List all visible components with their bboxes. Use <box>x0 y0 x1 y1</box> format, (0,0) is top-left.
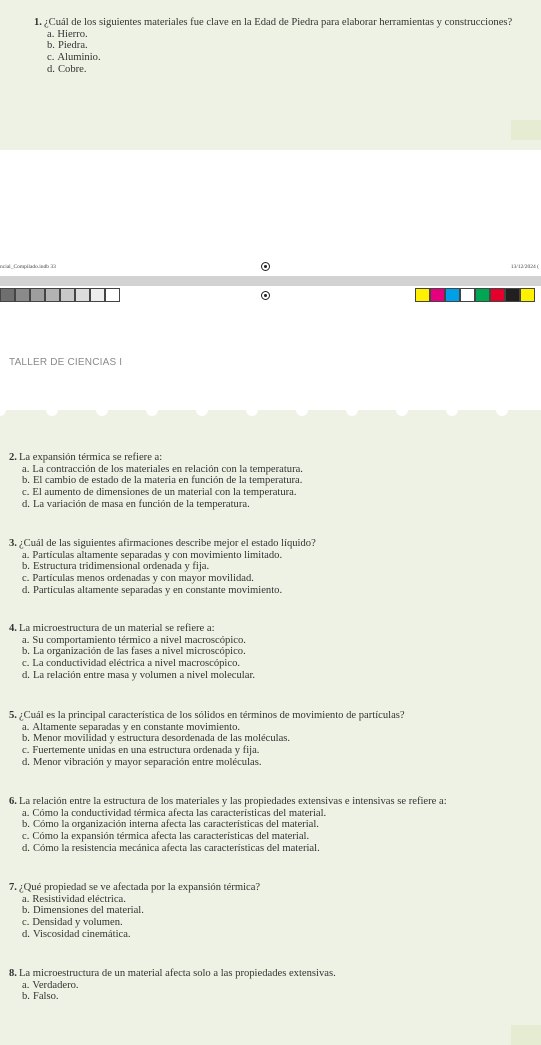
grey-swatch <box>105 288 120 302</box>
grey-swatch <box>90 288 105 302</box>
page-corner-decoration <box>511 1025 541 1045</box>
question-text: ¿Cuál es la principal característica de los sólidos en términos de movimiento de partículas? <box>18 710 405 721</box>
decorative-dot <box>196 404 208 416</box>
option-list <box>22 464 534 511</box>
option-d[interactable] <box>22 670 534 682</box>
question-text: La relación entre la estructura de los materiales y las propiedades extensivas e intensivas se refiere a: <box>18 796 447 807</box>
option-c[interactable] <box>22 487 534 499</box>
option-list <box>47 29 539 76</box>
option-text: Dimensiones del material. <box>32 905 144 917</box>
option-text: Falso. <box>32 991 59 1003</box>
decorative-dot <box>96 404 108 416</box>
section-title: TALLER DE CIENCIAS I <box>9 357 123 368</box>
question-number: 5. <box>9 710 17 721</box>
option-list <box>22 980 534 1003</box>
option-letter: c. <box>22 917 30 929</box>
decorative-dot <box>146 404 158 416</box>
file-name: ncial_Compilado.indb 33 <box>0 264 56 270</box>
option-d[interactable] <box>47 64 539 76</box>
option-a[interactable] <box>47 29 539 41</box>
question-stem <box>9 452 534 464</box>
question-number: 4. <box>9 623 17 634</box>
option-letter: b. <box>47 40 55 52</box>
option-d[interactable] <box>22 499 534 511</box>
print-date: 13/12/2024 ( <box>510 264 539 270</box>
option-letter: c. <box>22 658 30 670</box>
option-letter: b. <box>22 561 30 573</box>
option-b[interactable] <box>22 991 534 1003</box>
option-letter: c. <box>47 52 55 64</box>
option-letter: b. <box>22 646 30 658</box>
option-text: Hierro. <box>57 28 88 40</box>
option-text: El cambio de estado de la materia en función de la temperatura. <box>32 475 303 487</box>
question-number: 6. <box>9 796 17 807</box>
option-letter: c. <box>22 487 30 499</box>
option-letter: d. <box>47 63 55 75</box>
question-number: 8. <box>9 968 17 979</box>
option-letter: b. <box>22 733 30 745</box>
question-stem <box>9 623 534 635</box>
option-letter: b. <box>22 475 30 487</box>
question-stem <box>9 710 534 722</box>
option-text: Verdadero. <box>32 979 79 991</box>
option-text: Cómo la expansión térmica afecta las características del material. <box>32 831 310 843</box>
color-swatch <box>460 288 475 302</box>
decorative-dot <box>246 404 258 416</box>
option-d[interactable] <box>22 757 534 769</box>
option-b[interactable] <box>22 905 534 917</box>
color-swatch <box>445 288 460 302</box>
question-4 <box>9 623 534 682</box>
option-list <box>22 808 534 855</box>
option-c[interactable] <box>22 658 534 670</box>
option-c[interactable] <box>22 917 534 929</box>
option-letter: d. <box>22 928 30 940</box>
registration-mark-icon <box>261 262 270 271</box>
option-text: Viscosidad cinemática. <box>32 928 131 940</box>
page-corner-decoration <box>511 120 541 140</box>
option-list <box>22 550 534 597</box>
option-letter: d. <box>22 669 30 681</box>
option-text: Altamente separadas y en constante movimiento. <box>32 721 241 733</box>
color-swatch <box>430 288 445 302</box>
option-letter: b. <box>22 819 30 831</box>
question-text: ¿Qué propiedad se ve afectada por la expansión térmica? <box>18 882 261 893</box>
grey-swatch <box>45 288 60 302</box>
option-text: Cómo la organización interna afecta las características del material. <box>32 819 319 831</box>
decorative-dot <box>346 404 358 416</box>
decorative-dot <box>296 404 308 416</box>
option-letter: a. <box>22 979 30 991</box>
option-letter: a. <box>22 634 30 646</box>
option-letter: c. <box>22 745 30 757</box>
option-b[interactable] <box>22 819 534 831</box>
question-1 <box>34 17 539 76</box>
option-letter: b. <box>22 905 30 917</box>
option-text: Piedra. <box>57 40 88 52</box>
option-letter: a. <box>22 549 30 561</box>
grey-swatch <box>75 288 90 302</box>
color-swatch <box>475 288 490 302</box>
question-2 <box>9 452 534 511</box>
grey-color-bar <box>0 288 120 302</box>
option-c[interactable] <box>22 745 534 757</box>
grey-swatch <box>60 288 75 302</box>
option-a[interactable] <box>22 894 534 906</box>
grey-swatch <box>0 288 15 302</box>
question-3 <box>9 538 534 597</box>
question-text: La expansión térmica se refiere a: <box>18 452 163 463</box>
option-a[interactable] <box>22 635 534 647</box>
color-swatch <box>415 288 430 302</box>
option-text: Su comportamiento térmico a nivel macroscópico. <box>32 634 246 646</box>
question-text: ¿Cuál de las siguientes afirmaciones describe mejor el estado líquido? <box>18 538 316 549</box>
option-letter: d. <box>22 756 30 768</box>
option-c[interactable] <box>22 831 534 843</box>
option-text: Cómo la conductividad térmica afecta las características del material. <box>32 807 327 819</box>
question-text: ¿Cuál de los siguientes materiales fue clave en la Edad de Piedra para elaborar herramientas y construcciones? <box>43 17 513 28</box>
option-text: La relación entre masa y volumen a nivel molecular. <box>32 669 256 681</box>
color-swatch <box>505 288 520 302</box>
option-list <box>22 894 534 941</box>
option-text: Partículas altamente separadas y en constante movimiento. <box>32 584 283 596</box>
question-5 <box>9 710 534 769</box>
option-a[interactable] <box>22 464 534 476</box>
option-d[interactable] <box>22 843 534 855</box>
option-text: La contracción de los materiales en relación con la temperatura. <box>32 463 303 475</box>
question-number: 2. <box>9 452 17 463</box>
question-stem <box>9 968 534 980</box>
option-text: Menor movilidad y estructura desordenada de las moléculas. <box>32 733 291 745</box>
option-text: Cobre. <box>57 63 87 75</box>
option-text: El aumento de dimensiones de un material con la temperatura. <box>32 487 297 499</box>
decorative-dot-row <box>0 404 541 418</box>
option-text: Menor vibración y mayor separación entre moléculas. <box>32 756 262 768</box>
option-c[interactable] <box>22 573 534 585</box>
print-slug-line <box>0 263 541 273</box>
option-a[interactable] <box>22 722 534 734</box>
question-stem <box>9 796 534 808</box>
option-text: Estructura tridimensional ordenada y fija. <box>32 561 210 573</box>
option-list <box>22 722 534 769</box>
option-letter: a. <box>22 721 30 733</box>
question-number: 3. <box>9 538 17 549</box>
option-letter: a. <box>22 463 30 475</box>
option-letter: c. <box>22 573 30 585</box>
question-text: La microestructura de un material afecta solo a las propiedades extensivas. <box>18 968 336 979</box>
option-text: La variación de masa en función de la temperatura. <box>32 498 250 510</box>
color-swatch <box>520 288 535 302</box>
decorative-dot <box>0 404 6 416</box>
option-letter: a. <box>22 893 30 905</box>
decorative-dot <box>446 404 458 416</box>
option-text: Partículas menos ordenadas y con mayor movilidad. <box>32 573 254 585</box>
option-text: La organización de las fases a nivel microscópico. <box>32 646 246 658</box>
question-stem <box>9 882 534 894</box>
option-c[interactable] <box>47 52 539 64</box>
option-b[interactable] <box>22 475 534 487</box>
option-a[interactable] <box>22 550 534 562</box>
color-swatch <box>490 288 505 302</box>
option-b[interactable] <box>22 646 534 658</box>
option-text: Partículas altamente separadas y con movimiento limitado. <box>32 549 283 561</box>
question-stem <box>34 17 539 29</box>
option-letter: b. <box>22 991 30 1003</box>
registration-mark-icon <box>261 291 270 300</box>
option-b[interactable] <box>22 733 534 745</box>
option-text: Densidad y volumen. <box>32 917 123 929</box>
option-d[interactable] <box>22 585 534 597</box>
option-letter: c. <box>22 831 30 843</box>
decorative-dot <box>396 404 408 416</box>
cmyk-color-bar <box>415 288 535 302</box>
grey-swatch <box>30 288 45 302</box>
option-letter: a. <box>22 807 30 819</box>
option-letter: d. <box>22 498 30 510</box>
question-stem <box>9 538 534 550</box>
bleed-bar <box>0 276 541 286</box>
option-text: Resistividad eléctrica. <box>32 893 126 905</box>
option-letter: a. <box>47 28 55 40</box>
option-text: Aluminio. <box>57 52 101 64</box>
option-letter: d. <box>22 842 30 854</box>
decorative-dot <box>496 404 508 416</box>
option-text: Cómo la resistencia mecánica afecta las características del material. <box>32 842 320 854</box>
question-7 <box>9 882 534 941</box>
option-b[interactable] <box>22 561 534 573</box>
question-8 <box>9 968 534 1003</box>
option-a[interactable] <box>22 980 534 992</box>
option-text: La conductividad eléctrica a nivel macroscópico. <box>32 658 241 670</box>
question-text: La microestructura de un material se refiere a: <box>18 623 215 634</box>
option-letter: d. <box>22 584 30 596</box>
option-text: Fuertemente unidas en una estructura ordenada y fija. <box>32 745 260 757</box>
option-b[interactable] <box>47 40 539 52</box>
option-list <box>22 635 534 682</box>
question-number: 7. <box>9 882 17 893</box>
option-d[interactable] <box>22 929 534 941</box>
grey-swatch <box>15 288 30 302</box>
decorative-dot <box>46 404 58 416</box>
option-a[interactable] <box>22 808 534 820</box>
question-6 <box>9 796 534 855</box>
question-number: 1. <box>34 17 42 28</box>
